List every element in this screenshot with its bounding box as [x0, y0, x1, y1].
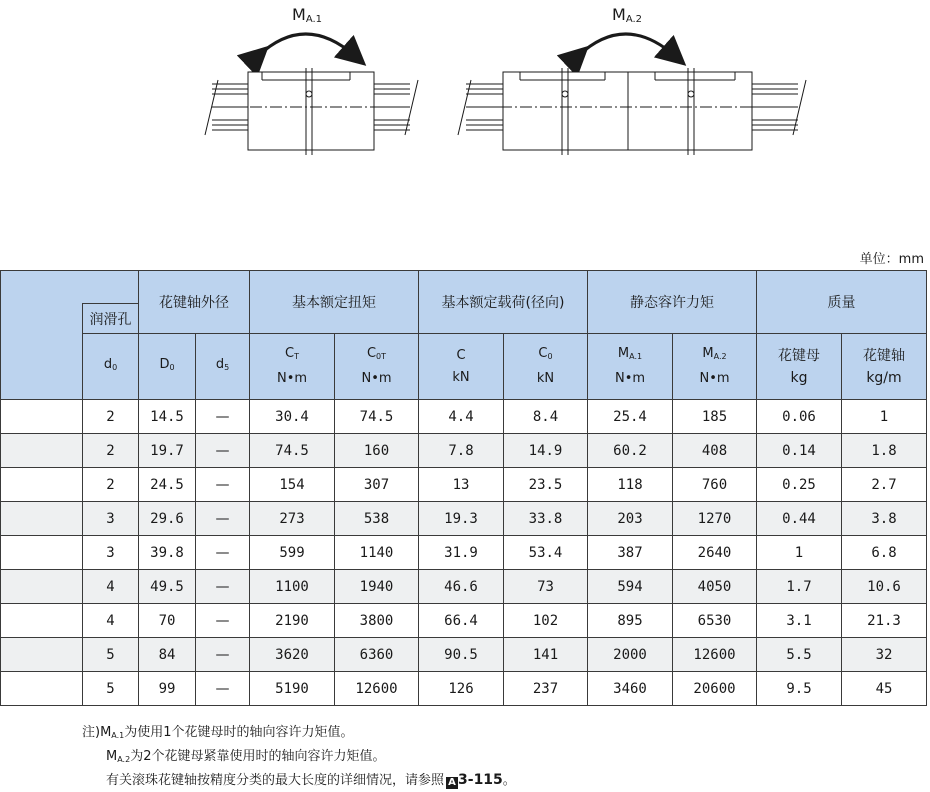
- cell-c0: 14.9: [504, 434, 588, 468]
- table-row: [1, 672, 927, 706]
- cell-nut-mass: 3.1: [757, 604, 842, 638]
- cell-ct: 273: [250, 502, 335, 536]
- cell-d0: 2: [83, 434, 139, 468]
- cell-nut-mass: 1.7: [757, 570, 842, 604]
- page-ref-link[interactable]: 3-115: [458, 772, 503, 788]
- cell-nut-mass: 0.25: [757, 468, 842, 502]
- cell-model: [1, 672, 83, 706]
- cell-model: [1, 468, 83, 502]
- header-c: C kN: [419, 334, 504, 400]
- cell-d5: —: [196, 672, 250, 706]
- cell-ma2: 1270: [673, 502, 757, 536]
- cell-d0: 3: [83, 536, 139, 570]
- cell-c0: 8.4: [504, 400, 588, 434]
- cell-d5: —: [196, 468, 250, 502]
- cell-nut-mass: 5.5: [757, 638, 842, 672]
- cell-d5: —: [196, 400, 250, 434]
- cell-d5: —: [196, 570, 250, 604]
- cell-c: 4.4: [419, 400, 504, 434]
- cell-ct: 5190: [250, 672, 335, 706]
- cell-model: [1, 502, 83, 536]
- cell-shaft-mass: 3.8: [842, 502, 927, 536]
- cell-D0: 24.5: [139, 468, 196, 502]
- cell-shaft-mass: 32: [842, 638, 927, 672]
- cell-nut-mass: 9.5: [757, 672, 842, 706]
- cell-c: 19.3: [419, 502, 504, 536]
- cell-shaft-mass: 2.7: [842, 468, 927, 502]
- cell-c: 66.4: [419, 604, 504, 638]
- cell-model: [1, 570, 83, 604]
- table-row: [1, 604, 927, 638]
- cell-c: 13: [419, 468, 504, 502]
- moment-arrow-right: [578, 34, 675, 56]
- cell-shaft-mass: 1.8: [842, 434, 927, 468]
- cell-d0: 2: [83, 468, 139, 502]
- moment-arrow-left: [258, 34, 355, 56]
- cell-ma1: 594: [588, 570, 673, 604]
- header-rated-torque: 基本额定扭矩: [250, 271, 419, 334]
- cell-ma2: 408: [673, 434, 757, 468]
- cell-c0t: 307: [335, 468, 419, 502]
- cell-c0t: 3800: [335, 604, 419, 638]
- header-D0: $D_0$: [139, 334, 196, 400]
- cell-c: 90.5: [419, 638, 504, 672]
- cell-c0: 33.8: [504, 502, 588, 536]
- cell-ma1: 25.4: [588, 400, 673, 434]
- cell-d0: 5: [83, 672, 139, 706]
- cell-c0: 141: [504, 638, 588, 672]
- cell-d5: —: [196, 536, 250, 570]
- cell-D0: 49.5: [139, 570, 196, 604]
- cell-ma2: 760: [673, 468, 757, 502]
- cell-c0t: 538: [335, 502, 419, 536]
- table-row: [1, 468, 927, 502]
- header-shaft-mass: 花键轴 kg/m: [842, 334, 927, 400]
- header-spline-od: 花键轴外径: [139, 271, 250, 334]
- cell-ma1: 3460: [588, 672, 673, 706]
- cell-model: [1, 400, 83, 434]
- cell-ma2: 6530: [673, 604, 757, 638]
- moment-label-left: MA.1: [292, 5, 323, 25]
- header-c0t: $C_{0T}$ N•m: [335, 334, 419, 400]
- spec-table: [0, 270, 927, 706]
- cell-ct: 74.5: [250, 434, 335, 468]
- cell-d0: 3: [83, 502, 139, 536]
- cell-shaft-mass: 10.6: [842, 570, 927, 604]
- cell-c: 126: [419, 672, 504, 706]
- cell-d5: —: [196, 434, 250, 468]
- cell-ma2: 4050: [673, 570, 757, 604]
- header-static-moment: 静态容许力矩: [588, 271, 757, 334]
- cell-c: 31.9: [419, 536, 504, 570]
- cell-ma2: 20600: [673, 672, 757, 706]
- footnote-2: $M_{A.2}$为2个花键母紧靠使用时的轴向容许力矩值。: [106, 749, 386, 764]
- cell-ct: 599: [250, 536, 335, 570]
- header-blank-model: [1, 304, 83, 400]
- header-row-groups: [1, 271, 927, 304]
- cell-c0: 102: [504, 604, 588, 638]
- cell-c0: 73: [504, 570, 588, 604]
- cell-ma2: 2640: [673, 536, 757, 570]
- header-blank: [1, 271, 139, 304]
- footnotes: [82, 722, 516, 791]
- header-nut-mass: 花键母 kg: [757, 334, 842, 400]
- cell-shaft-mass: 6.8: [842, 536, 927, 570]
- cell-D0: 99: [139, 672, 196, 706]
- cell-c0: 53.4: [504, 536, 588, 570]
- cell-D0: 29.6: [139, 502, 196, 536]
- moment-label-right: MA.2: [612, 5, 643, 25]
- cell-ma1: 203: [588, 502, 673, 536]
- header-ct: $C_T$ N•m: [250, 334, 335, 400]
- table-row: [1, 638, 927, 672]
- cell-shaft-mass: 45: [842, 672, 927, 706]
- cell-nut-mass: 0.44: [757, 502, 842, 536]
- cell-ma2: 185: [673, 400, 757, 434]
- cell-ma1: 60.2: [588, 434, 673, 468]
- page-ref-icon: A: [446, 777, 458, 789]
- header-lube-hole: 润滑孔: [83, 304, 139, 334]
- cell-ma1: 387: [588, 536, 673, 570]
- cell-D0: 19.7: [139, 434, 196, 468]
- cell-d5: —: [196, 502, 250, 536]
- cell-c0: 23.5: [504, 468, 588, 502]
- footnote-3: 有关滚珠花键轴按精度分类的最大长度的详细情况，请参照 A 3-115。: [106, 772, 516, 788]
- cell-d0: 4: [83, 570, 139, 604]
- cell-model: [1, 604, 83, 638]
- cell-c0t: 1940: [335, 570, 419, 604]
- cell-c0t: 12600: [335, 672, 419, 706]
- cell-c0t: 160: [335, 434, 419, 468]
- cell-D0: 84: [139, 638, 196, 672]
- cell-ct: 154: [250, 468, 335, 502]
- cell-c0t: 6360: [335, 638, 419, 672]
- unit-label: 单位：mm: [859, 252, 924, 267]
- cell-D0: 14.5: [139, 400, 196, 434]
- header-ma1: $M_{A.1}$ N•m: [588, 334, 673, 400]
- header-ma2: $M_{A.2}$ N•m: [673, 334, 757, 400]
- cell-D0: 70: [139, 604, 196, 638]
- cell-c0t: 74.5: [335, 400, 419, 434]
- cell-d0: 5: [83, 638, 139, 672]
- header-mass: 质量: [757, 271, 927, 334]
- table-row: [1, 536, 927, 570]
- cell-ma2: 12600: [673, 638, 757, 672]
- cell-ma1: 118: [588, 468, 673, 502]
- cell-ma1: 2000: [588, 638, 673, 672]
- cell-ct: 1100: [250, 570, 335, 604]
- cell-d0: 4: [83, 604, 139, 638]
- cell-nut-mass: 1: [757, 536, 842, 570]
- footnote-1: 注)$M_{A.1}$为使用1个花键母时的轴向容许力矩值。: [82, 725, 354, 740]
- table-row: [1, 400, 927, 434]
- cell-c: 46.6: [419, 570, 504, 604]
- header-rated-load: 基本额定载荷(径向): [419, 271, 588, 334]
- cell-d0: 2: [83, 400, 139, 434]
- cell-d5: —: [196, 638, 250, 672]
- cell-model: [1, 638, 83, 672]
- cell-model: [1, 434, 83, 468]
- cell-model: [1, 536, 83, 570]
- cell-c0: 237: [504, 672, 588, 706]
- cell-ct: 2190: [250, 604, 335, 638]
- cell-shaft-mass: 1: [842, 400, 927, 434]
- table-row: [1, 434, 927, 468]
- table-row: [1, 570, 927, 604]
- cell-c0t: 1140: [335, 536, 419, 570]
- cell-nut-mass: 0.06: [757, 400, 842, 434]
- double-nut-assembly: [458, 34, 806, 155]
- spline-nut-moment-diagram: [0, 0, 930, 245]
- single-nut-assembly: [205, 34, 418, 155]
- cell-ct: 3620: [250, 638, 335, 672]
- header-d5: $d_5$: [196, 334, 250, 400]
- cell-ct: 30.4: [250, 400, 335, 434]
- cell-nut-mass: 0.14: [757, 434, 842, 468]
- cell-D0: 39.8: [139, 536, 196, 570]
- cell-shaft-mass: 21.3: [842, 604, 927, 638]
- header-d0: $d_0$: [83, 334, 139, 400]
- header-row-symbols: [1, 334, 927, 400]
- table-row: [1, 502, 927, 536]
- header-c0: $C_0$ kN: [504, 334, 588, 400]
- cell-ma1: 895: [588, 604, 673, 638]
- cell-d5: —: [196, 604, 250, 638]
- cell-c: 7.8: [419, 434, 504, 468]
